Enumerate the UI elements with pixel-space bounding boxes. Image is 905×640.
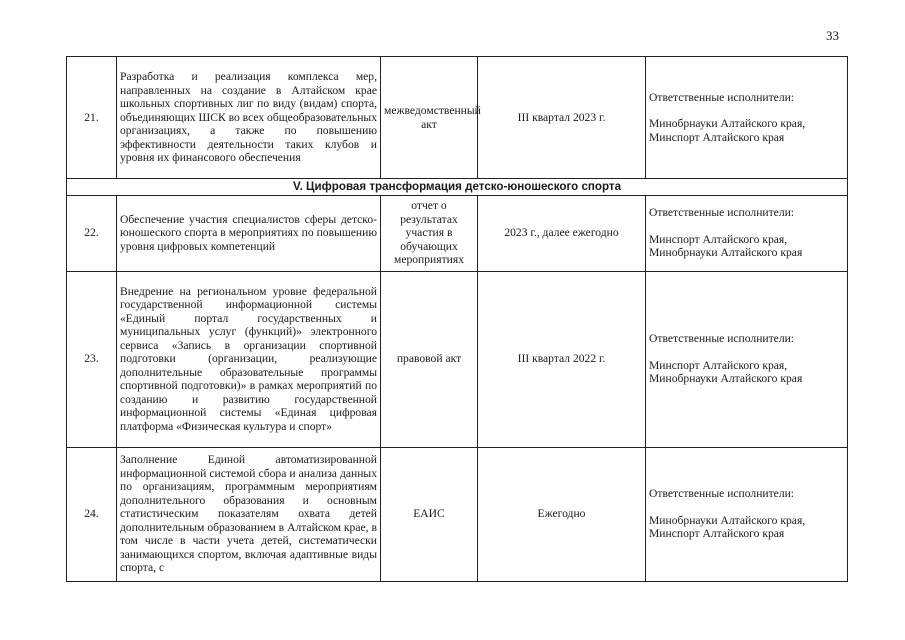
row-description: Заполнение Единой автоматизированной информационной системой сбора и анализа данных по организациям, программным мероприятиям дополнительного образования и основным статистическим показателям охвата детей дополнительным образованием в Алтайском крае, в том числе в части учета детей, систематически занимающихся спортом, включая адаптивные виды спорта, с — [117, 447, 381, 581]
row-description: Внедрение на региональном уровне федеральной государственной информационной системы «Единый портал государственных и муниципальных услуг (функций)» электронного сервиса «Запись в организации спортивной подготовки (организации, реализующие дополнительные образовательные программы спортивной подготовки)» в рамках мероприятий по созданию и развитию государственной информационной системы «Единая цифровая платформа «Физическая культура и спорт» — [117, 271, 381, 447]
table-row — [67, 447, 848, 581]
row-document: отчет о результатах участия в обучающих мероприятиях — [381, 195, 478, 271]
responsible-heading: Ответственные исполнители: — [649, 90, 795, 104]
responsible-line: Минобрнауки Алтайского края, — [649, 513, 806, 527]
row-description: Обеспечение участия специалистов сферы детско-юношеского спорта в мероприятиях по повышению уровня цифровых компетенций — [117, 195, 381, 271]
row-responsible — [646, 447, 848, 581]
row-number: 23. — [67, 271, 117, 447]
row-term: 2023 г., далее ежегодно — [478, 195, 646, 271]
plan-table — [66, 56, 848, 582]
row-description: Разработка и реализация комплекса мер, направленных на создание в Алтайском крае школьных спортивных лиг по виду (видам) спорта, объединяющих ШСК во всех общеобразовательных организациях, а также по повышению эффективности деятельности таких клубов и уровня их финансового обеспечения — [117, 57, 381, 179]
row-document: ЕАИС — [381, 447, 478, 581]
table-row — [67, 57, 848, 179]
responsible-line: Минспорт Алтайского края — [649, 527, 785, 541]
section-title: V. Цифровая трансформация детско-юношеского спорта — [67, 179, 848, 196]
table-row — [67, 195, 848, 271]
responsible-line: Минобрнауки Алтайского края, — [649, 117, 806, 131]
row-number: 21. — [67, 57, 117, 179]
responsible-heading: Ответственные исполнители: — [649, 206, 795, 220]
responsible-line: Минспорт Алтайского края — [649, 130, 785, 144]
section-row — [67, 179, 848, 196]
row-responsible — [646, 271, 848, 447]
row-number: 22. — [67, 195, 117, 271]
row-term: III квартал 2023 г. — [478, 57, 646, 179]
responsible-line: Минобрнауки Алтайского края — [649, 246, 803, 260]
row-term: III квартал 2022 г. — [478, 271, 646, 447]
row-document: межведомственный акт — [381, 57, 478, 179]
responsible-heading: Ответственные исполнители: — [649, 487, 795, 501]
row-number: 24. — [67, 447, 117, 581]
responsible-line: Минспорт Алтайского края, — [649, 232, 788, 246]
row-responsible — [646, 195, 848, 271]
table-row — [67, 271, 848, 447]
responsible-line: Минобрнауки Алтайского края — [649, 372, 803, 386]
row-term: Ежегодно — [478, 447, 646, 581]
page-number: 33 — [826, 28, 839, 43]
row-document: правовой акт — [381, 271, 478, 447]
responsible-line: Минспорт Алтайского края, — [649, 358, 788, 372]
row-responsible — [646, 57, 848, 179]
responsible-heading: Ответственные исполнители: — [649, 332, 795, 346]
